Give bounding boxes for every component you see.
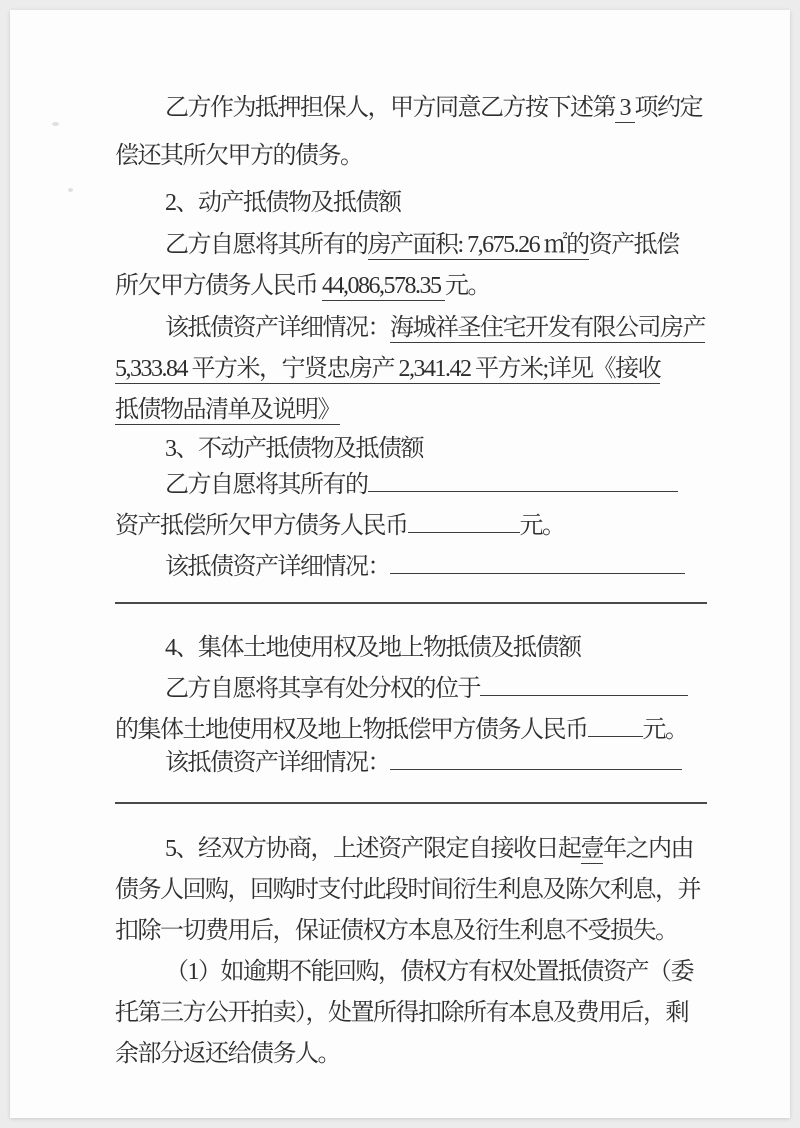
text-segment: 元。 xyxy=(519,513,565,539)
text-segment: 项约定 xyxy=(634,95,702,121)
text-segment: 乙方作为抵押担保人，甲方同意乙方按下述第 xyxy=(165,95,615,121)
text-line xyxy=(115,547,707,588)
text-segment: 4、集体土地使用权及地上物抵债及抵债额 xyxy=(165,635,581,661)
text-line xyxy=(115,1034,707,1075)
text-segment: 债务人回购，回购时支付此段时间衍生利息及陈欠利息，并 xyxy=(115,877,700,903)
scan-speck xyxy=(52,122,59,126)
text-segment: 该抵债资产详细情况： xyxy=(165,750,390,776)
text-line xyxy=(115,911,707,952)
text-segment: 乙方自愿将其所有的 xyxy=(165,232,368,258)
separator-rule xyxy=(115,784,707,804)
separator-rule xyxy=(115,588,707,604)
text-line xyxy=(115,390,707,431)
text-segment: 2、动产抵债物及抵债额 xyxy=(165,190,401,216)
underlined-text-segment: 抵债物品清单及说明》 xyxy=(115,397,340,423)
text-line xyxy=(115,628,707,669)
text-line xyxy=(115,506,707,547)
underlined-text-segment: 海城祥圣住宅开发有限公司房产 xyxy=(390,315,705,341)
underlined-text-segment: 壹 xyxy=(580,836,603,862)
blank-fill-in-field xyxy=(390,744,682,770)
text-segment: 扣除一切费用后，保证债权方本息及衍生利息不受损失。 xyxy=(115,918,678,944)
text-segment: 的集体土地使用权及地上物抵偿甲方债务人民币 xyxy=(115,717,588,743)
text-line xyxy=(115,952,707,993)
blank-fill-in-field xyxy=(408,507,520,533)
text-segment: 元。 xyxy=(642,717,688,743)
text-line xyxy=(115,225,707,266)
text-segment: （1）如逾期不能回购，债权方有权处置抵债资产（委 xyxy=(165,959,693,985)
text-line xyxy=(115,429,707,470)
text-line xyxy=(115,829,707,870)
text-line xyxy=(115,266,707,307)
text-segment: 该抵债资产详细情况： xyxy=(165,315,390,341)
underlined-text-segment: 3 xyxy=(615,95,635,121)
blank-fill-in-field xyxy=(480,670,688,696)
blank-fill-in-field xyxy=(588,711,643,737)
text-segment: 3、不动产抵债物及抵债额 xyxy=(165,436,423,462)
scan-speck xyxy=(68,188,73,192)
text-line xyxy=(115,136,707,177)
document-page xyxy=(10,10,790,1118)
text-line xyxy=(115,183,707,224)
text-segment: 偿还其所欠甲方的债务。 xyxy=(115,143,363,169)
text-line xyxy=(115,349,707,390)
text-line xyxy=(115,870,707,911)
text-line xyxy=(115,669,707,710)
text-segment: 资产抵偿所欠甲方债务人民币 xyxy=(115,513,408,539)
text-segment: 该抵债资产详细情况： xyxy=(165,554,390,580)
text-line xyxy=(115,308,707,349)
text-segment: 余部分返还给债务人。 xyxy=(115,1041,340,1067)
text-segment: 乙方自愿将其享有处分权的位于 xyxy=(165,676,480,702)
text-segment: 资产抵偿 xyxy=(588,232,679,258)
text-segment: 乙方自愿将其所有的 xyxy=(165,472,368,498)
blank-fill-in-field xyxy=(368,466,678,492)
text-segment: 托第三方公开拍卖），处置所得扣除所有本息及费用后，剩 xyxy=(115,1000,688,1026)
blank-fill-in-field xyxy=(390,548,685,574)
text-segment: 所欠甲方债务人民币 xyxy=(115,273,322,299)
text-line xyxy=(115,743,707,784)
underlined-text-segment: 房产面积: 7,675.26 ㎡的 xyxy=(367,232,589,258)
document-text xyxy=(115,88,707,1075)
text-line xyxy=(115,993,707,1034)
text-segment: 5、经双方协商，上述资产限定自接收日起 xyxy=(165,836,581,862)
text-line xyxy=(115,88,707,129)
text-line xyxy=(115,465,707,506)
underlined-text-segment: 5,333.84 平方米，宁贤忠房产 2,341.42 平方米;详见《接收 xyxy=(115,356,661,382)
text-segment: 元。 xyxy=(445,273,490,299)
text-segment: 年之内由 xyxy=(603,836,693,862)
underlined-text-segment: 44,086,578.35 xyxy=(322,273,445,299)
